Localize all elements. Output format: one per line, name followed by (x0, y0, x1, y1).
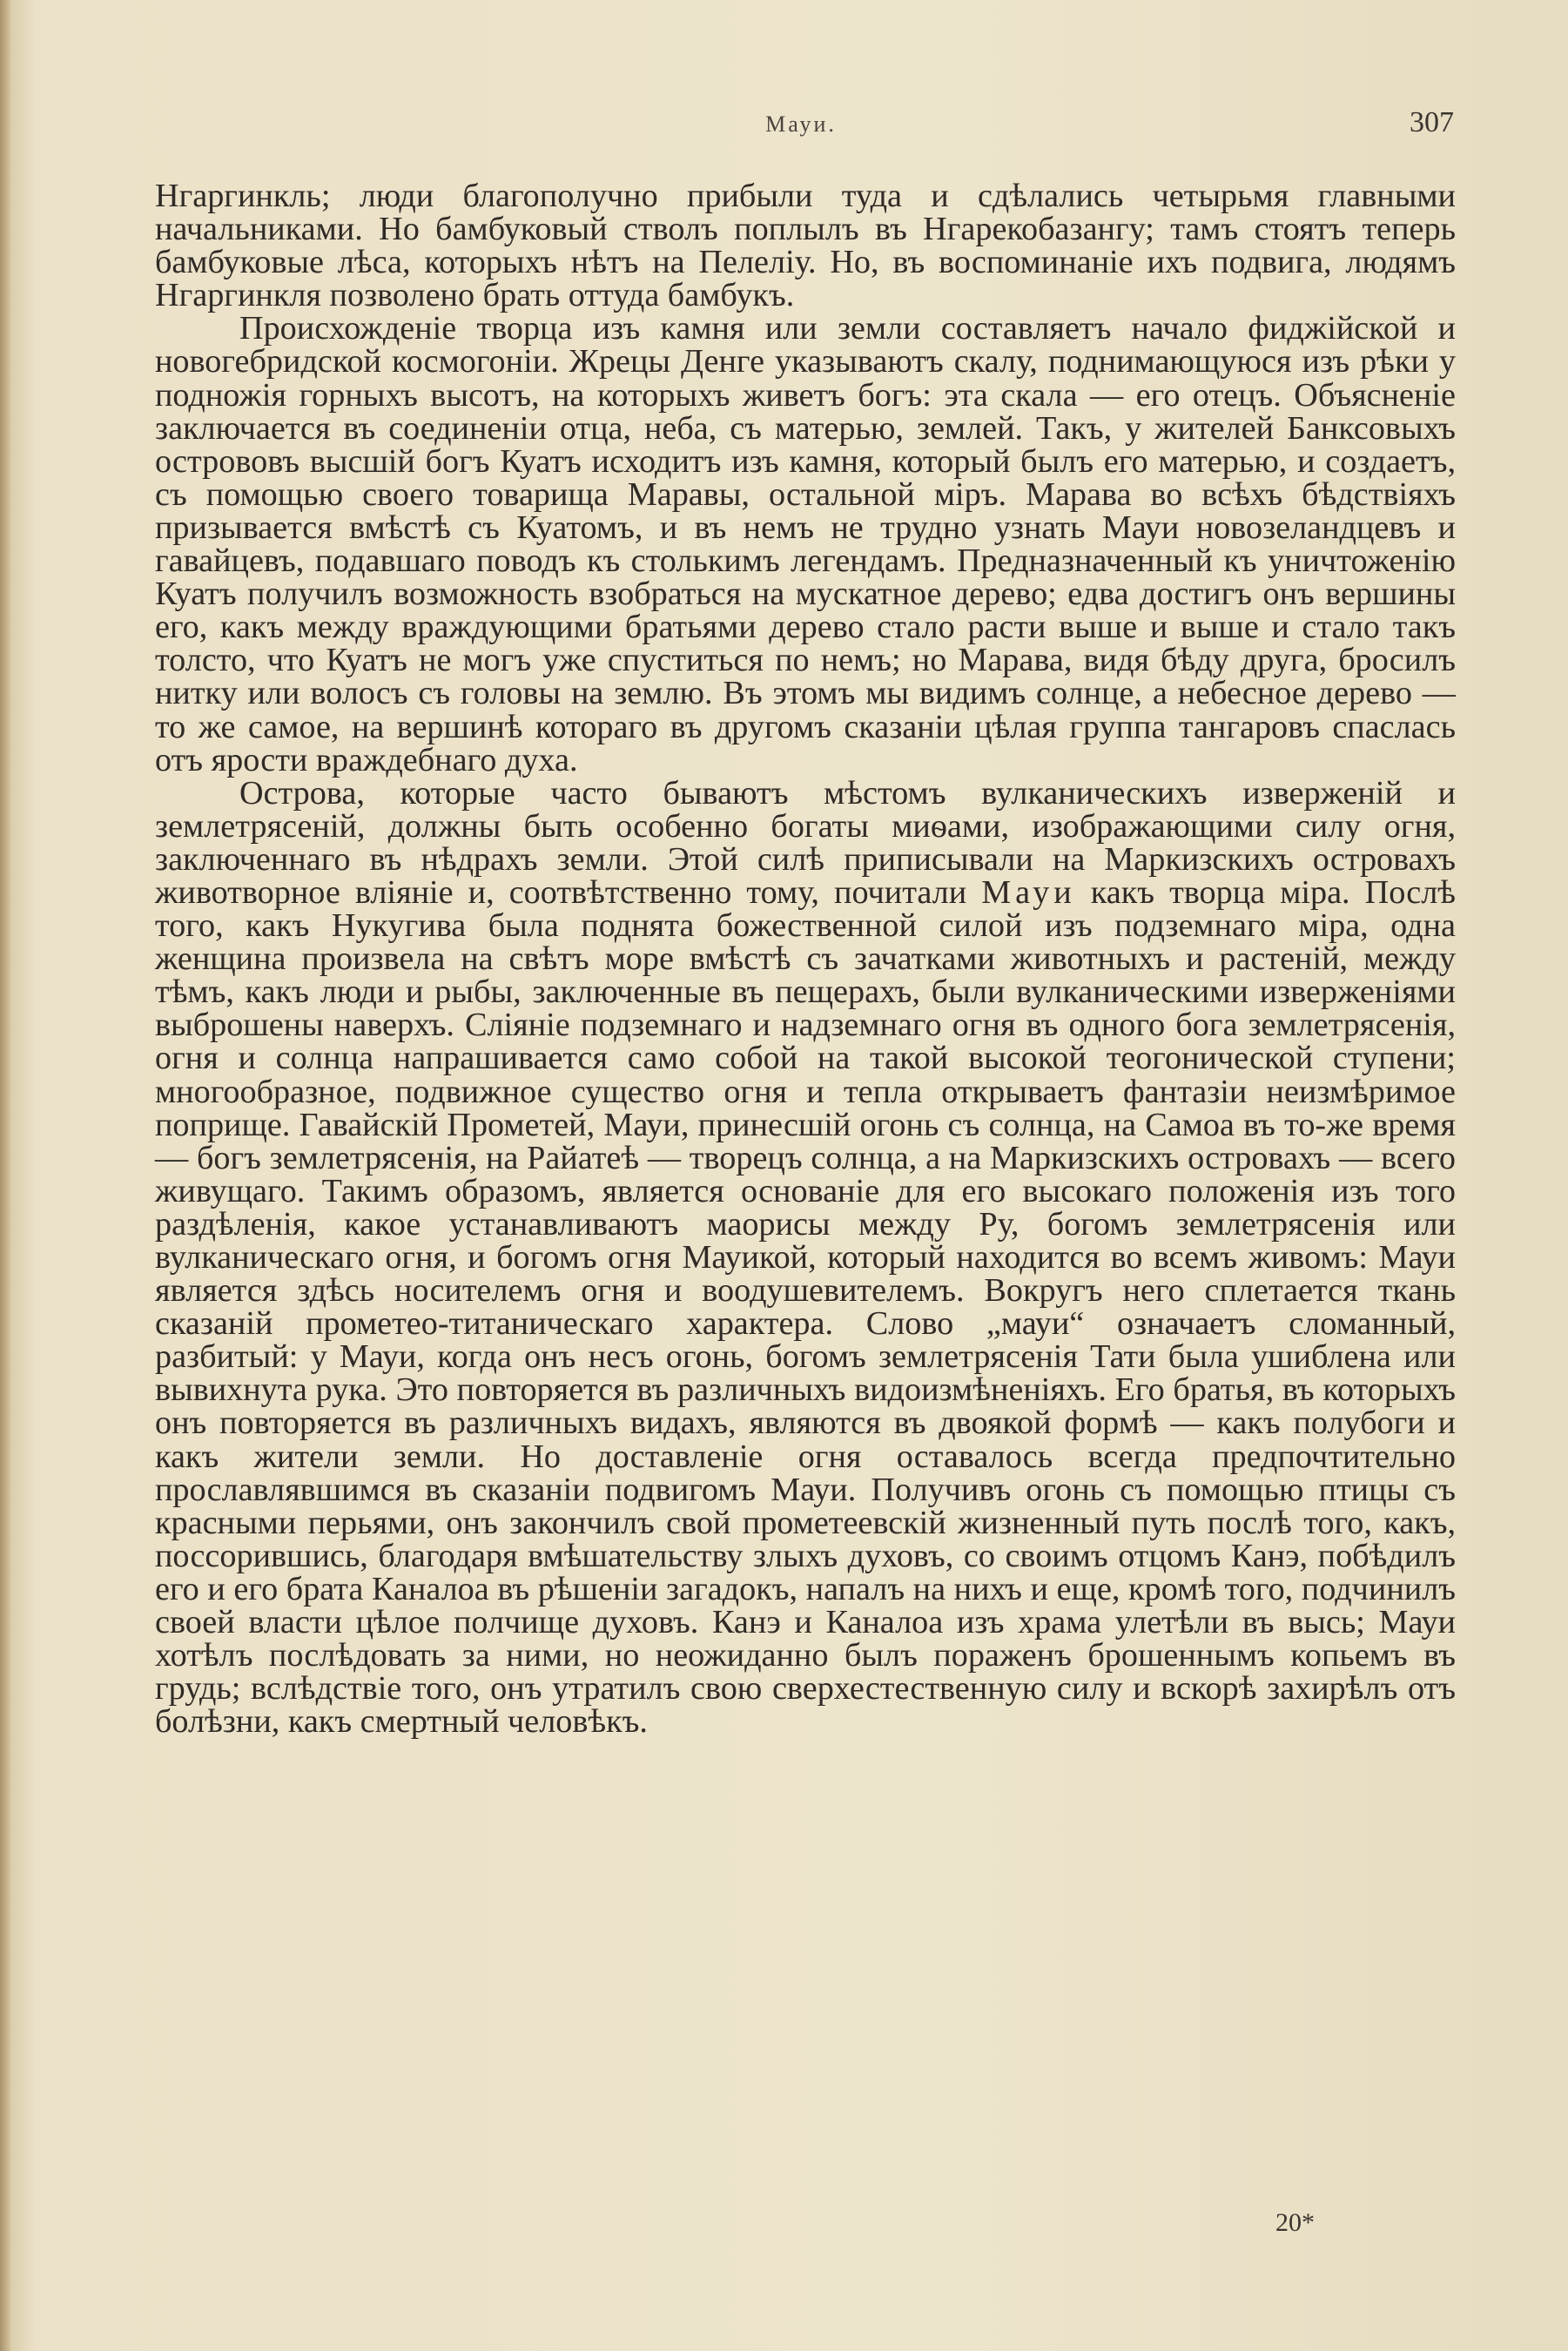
paragraph-3-text-before: Острова, которые часто бываютъ мѣстомъ вулканическихъ изверженій и землетрясеній, должны быть особенно богаты миѳами, изображающими силу огня, заключеннаго въ нѣдрахъ земли. Этой силѣ приписывали на Маркизскихъ островахъ животворное вліяніе и, соотвѣтственно тому, почитали (155, 774, 1456, 911)
paragraph-1: Нгаргинкль; люди благополучно прибыли туда и сдѣлались четырьмя главными начальниками. Но бамбуковый стволъ поплылъ въ Нгарекобазангу; тамъ стоятъ теперь бамбуковые лѣса, которыхъ нѣтъ на Пелеліу. Но, въ воспоминаніе ихъ подвига, людямъ Нгаргинкля позволено брать оттуда бамбукъ. (155, 178, 1456, 314)
paragraph-3-text-after: какъ творца міра. Послѣ того, какъ Нукугива была поднята божественной силой изъ подземнаго міра, одна женщина произвела на свѣтъ море вмѣстѣ съ зачатками животныхъ и растеній, между тѣмъ, какъ люди и рыбы, заключенные въ пещерахъ, были вулканическими изверженіями выброшены наверхъ. Сліяніе подземнаго и надземнаго огня въ одного бога землетрясенія, огня и солнца напрашивается само собой на такой высокой теогонической ступени; многообразное, подвижное существо огня и тепла открываетъ фантазіи неизмѣримое поприще. Гавайскій Прометей, Мауи, принесшій огонь съ солнца, на Самоа въ то-же время — богъ землетрясенія, на Райатеѣ — творецъ солнца, а на Маркизскихъ островахъ — всего живущаго. Такимъ образомъ, является основаніе для его высокаго положенія изъ того раздѣленія, какое устанавливаютъ маорисы между Ру, богомъ землетрясенія или вулканическаго огня, и богомъ огня Мауикой, который находится во всемъ живомъ: Мауи является здѣсь носителемъ огня и воодушевителемъ. Вокругъ него сплетается ткань сказаній прометео-титаническаго характера. Слово „мауи“ означаетъ сломанный, разбитый: у Мауи, когда онъ несъ огонь, богомъ землетрясенія Тати была ушиблена или вывихнута рука. Это повторяется въ различныхъ видоизмѣненіяхъ. Его братья, въ которыхъ онъ повторяется въ различныхъ видахъ, являются въ двоякой формѣ — какъ полубоги и какъ жители земли. Но доставленіе огня оставалось всегда предпочтительно прославлявшимся въ сказаніи подвигомъ Мауи. Получивъ огонь съ помощью птицы съ красными перьями, онъ закончилъ свой прометеевскій жизненный путь послѣ того, какъ, поссорившись, благодаря вмѣшательству злыхъ духовъ, со своимъ отцомъ Канэ, побѣдилъ его и его брата Каналоа въ рѣшеніи загадокъ, напалъ на нихъ и еще, кромѣ того, подчинилъ своей власти цѣлое полчище духовъ. Канэ и Каналоа изъ храма улетѣли въ высь; Мауи хотѣлъ послѣдовать за ними, но неожиданно былъ пораженъ брошеннымъ копьемъ въ грудь; вслѣдствіе того, онъ утратилъ свою сверхестественную силу и вскорѣ захирѣлъ отъ болѣзни, какъ смертный человѣкъ. (155, 873, 1457, 1741)
page-header (148, 106, 1454, 146)
signature-mark: 20* (1275, 2208, 1315, 2237)
body-text (155, 178, 1457, 1741)
page-number: 307 (1410, 106, 1454, 138)
paragraph-3 (155, 774, 1457, 1741)
running-head: Мауи. (765, 111, 837, 137)
page-edge-shadow (0, 0, 10, 2351)
spaced-name-maui: Мауи (981, 873, 1076, 911)
paragraph-2: Происхожденіе творца изъ камня или земли составляетъ начало фиджійской и новогебридской космогоніи. Жрецы Денге указываютъ скалу, поднимающуюся изъ рѣки у подножія горныхъ высотъ, на которыхъ живетъ богъ: эта скала — его отецъ. Объясненіе заключается въ соединеніи отца, неба, съ матерью, землей. Такъ, у жителей Банксовыхъ острововъ высшій богъ Куатъ исходитъ изъ камня, который былъ его матерью, и создаетъ, съ помощью своего товарища Маравы, остальной міръ. Марава во всѣхъ бѣдствіяхъ призывается вмѣстѣ съ Куатомъ, и въ немъ не трудно узнать Мауи новозеландцевъ и гавайцевъ, подавшаго поводъ къ столькимъ легендамъ. Предназначенный къ уничтоженію Куатъ получилъ возможность взобраться на мускатное дерево; едва достигъ онъ вершины его, какъ между враждующими братьями дерево стало расти выше и выше и стало такъ толсто, что Куатъ не могъ уже спуститься по немъ; но Марава, видя бѣду друга, бросилъ нитку или волосъ съ головы на землю. Въ этомъ мы видимъ солнце, а небесное дерево — то же самое, на вершинѣ котораго въ другомъ сказаніи цѣлая группа тангаровъ спаслась отъ ярости враждебнаго духа. (155, 310, 1456, 778)
